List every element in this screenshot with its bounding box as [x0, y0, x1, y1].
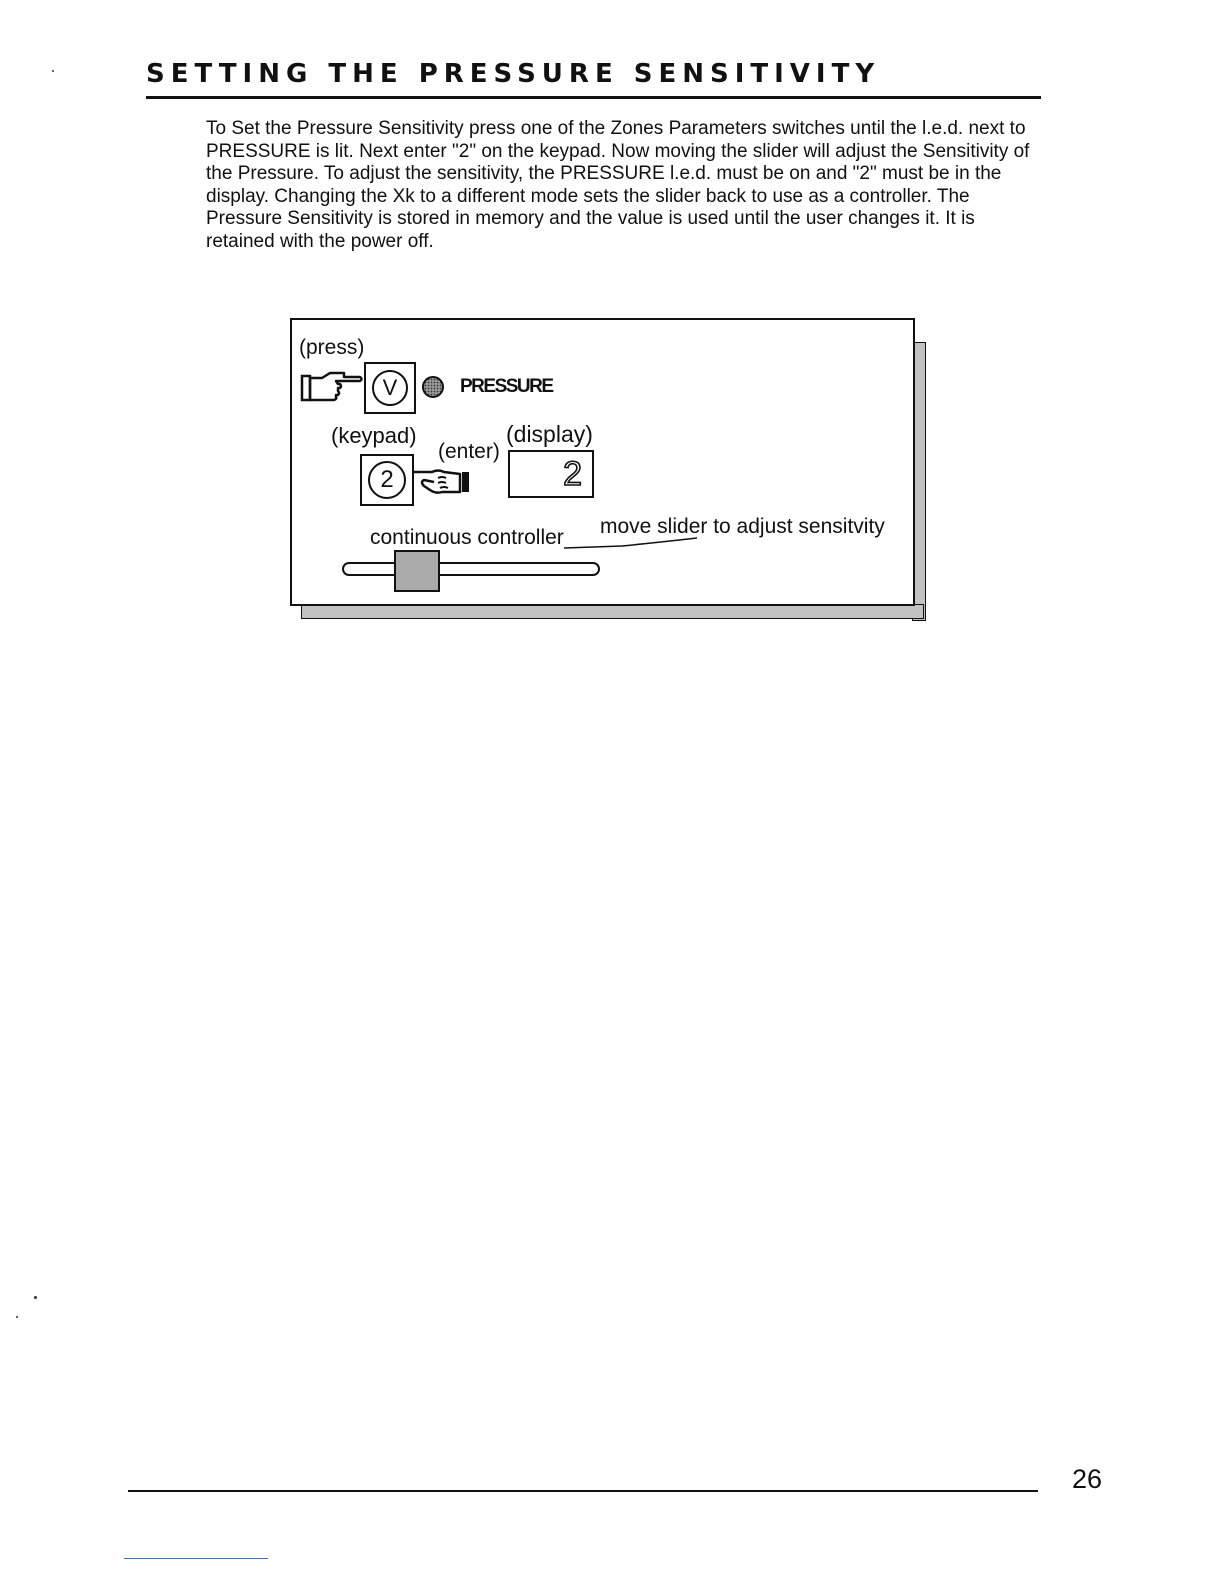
scan-speck: [52, 70, 54, 72]
controller-label: continuous controller: [370, 526, 564, 549]
display-digit: 2: [563, 454, 582, 493]
diagram-shadow-bottom: [301, 604, 924, 619]
pressure-led-label: PRESSURE: [460, 376, 553, 397]
press-label: (press): [299, 336, 365, 359]
keypad-label: (keypad): [331, 423, 417, 448]
scan-speck: [16, 1316, 18, 1318]
footer-rule: [128, 1490, 1038, 1492]
instruction-paragraph: To Set the Pressure Sensitivity press one of the Zones Parameters switches until the l.e.d. next to PRESSURE is lit. Next enter "2" on the keypad. Now moving the slider will adjust the Sensitivity of the Pressure. To adjust the sensitivity, the PRESSURE l.e.d. must be on and "2" must be in the display. Changing the Xk to a different mode sets the slider back to use as a controller. The Pressure Sensitivity is stored in memory and the value is used until the user changes it. It is retained with the power off.: [206, 118, 1030, 252]
diagram-frame: [290, 318, 915, 606]
scan-speck: [34, 1296, 37, 1299]
zone-switch-letter: V: [382, 375, 398, 400]
page-heading: [146, 56, 1041, 99]
bottom-edge-line: [124, 1558, 268, 1559]
enter-label: (enter): [438, 440, 500, 463]
page-number: 26: [1072, 1464, 1103, 1494]
heading-text: SETTING THE PRESSURE SENSITIVITY: [146, 59, 881, 89]
slider-instruction: move slider to adjust sensitvity: [600, 515, 885, 538]
display-label: (display): [506, 421, 593, 447]
slider-knob: [394, 550, 440, 592]
keypad-key-digit: 2: [380, 466, 394, 493]
slider-track: [342, 562, 600, 576]
